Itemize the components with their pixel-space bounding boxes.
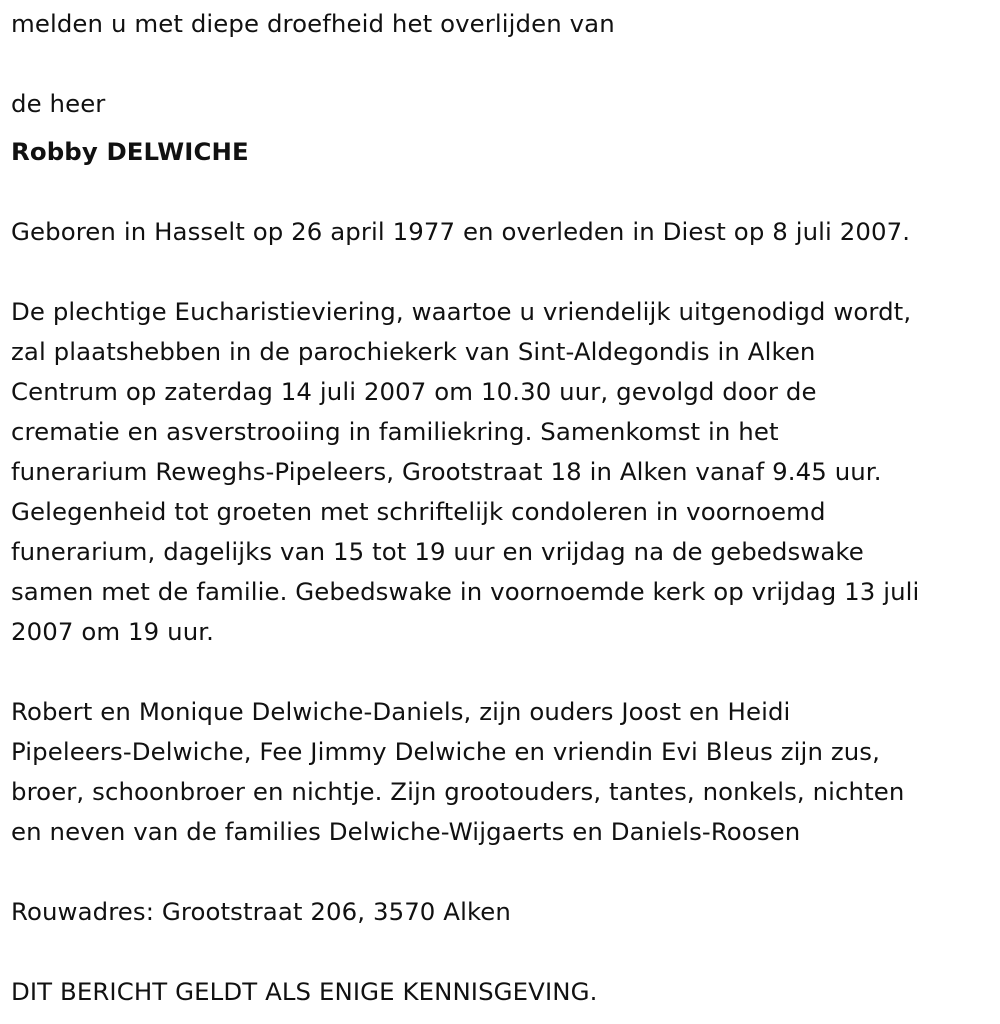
deceased-name: Robby DELWICHE bbox=[11, 137, 249, 166]
family-line: Pipeleers-Delwiche, Fee Jimmy Delwiche en vriendin Evi Bleus zijn zus, bbox=[11, 737, 880, 766]
ceremony-line: zal plaatshebben in de parochiekerk van Sint-Aldegondis in Alken bbox=[11, 337, 816, 366]
intro-text: melden u met diepe droefheid het overlijden van bbox=[11, 9, 615, 38]
closing-statement: DIT BERICHT GELDT ALS ENIGE KENNISGEVING. bbox=[11, 977, 598, 1006]
family-line: en neven van de families Delwiche-Wijgaerts en Daniels-Roosen bbox=[11, 817, 801, 846]
ceremony-line: Gelegenheid tot groeten met schriftelijk condoleren in voornoemd bbox=[11, 497, 826, 526]
ceremony-line: De plechtige Eucharistieviering, waartoe u vriendelijk uitgenodigd wordt, bbox=[11, 297, 912, 326]
mourning-address: Rouwadres: Grootstraat 206, 3570 Alken bbox=[11, 897, 511, 926]
ceremony-line: funerarium, dagelijks van 15 tot 19 uur en vrijdag na de gebedswake bbox=[11, 537, 864, 566]
ceremony-line: funerarium Reweghs-Pipeleers, Grootstraat 18 in Alken vanaf 9.45 uur. bbox=[11, 457, 882, 486]
birth-death-text: Geboren in Hasselt op 26 april 1977 en overleden in Diest op 8 juli 2007. bbox=[11, 217, 911, 246]
ceremony-line: 2007 om 19 uur. bbox=[11, 617, 215, 646]
ceremony-line: samen met de familie. Gebedswake in voornoemde kerk op vrijdag 13 juli bbox=[11, 577, 920, 606]
family-line: Robert en Monique Delwiche-Daniels, zijn ouders Joost en Heidi bbox=[11, 697, 791, 726]
ceremony-line: crematie en asverstrooiing in familiekring. Samenkomst in het bbox=[11, 417, 779, 446]
salutation-text: de heer bbox=[11, 89, 106, 118]
ceremony-line: Centrum op zaterdag 14 juli 2007 om 10.30 uur, gevolgd door de bbox=[11, 377, 817, 406]
family-line: broer, schoonbroer en nichtje. Zijn grootouders, tantes, nonkels, nichten bbox=[11, 777, 905, 806]
